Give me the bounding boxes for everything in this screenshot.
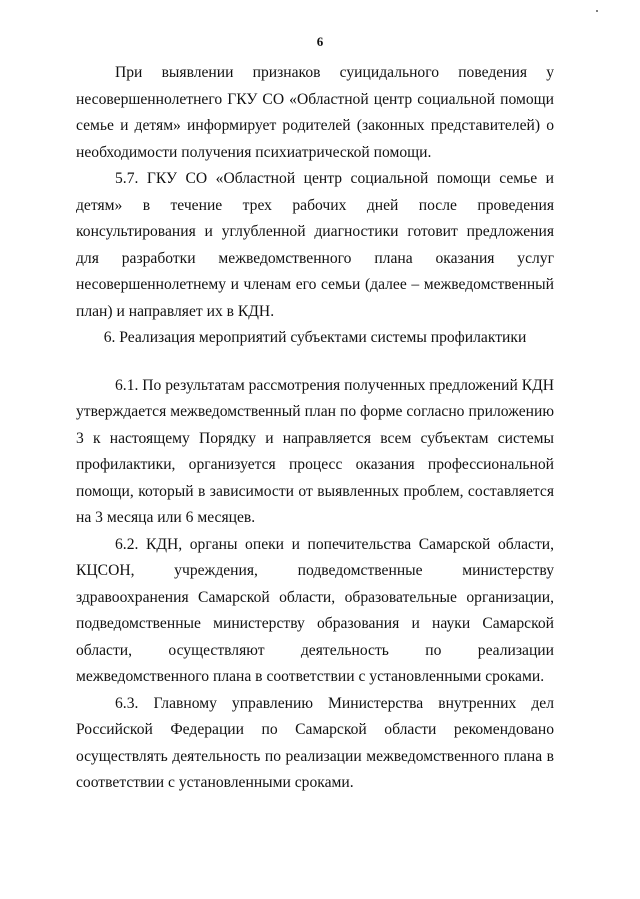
paragraph-6-1: 6.1. По результатам рассмотрения полученных предложений КДН утверждается межведомственный план по форме согласно приложению 3 к настоящему Порядку и направляется всем субъектам системы профилактики, организуется процесс оказания профессиональной помощи, который в зависимости от выявленных проблем, составляется на 3 месяца или 6 месяцев.: [76, 376, 554, 526]
page-body: [76, 60, 554, 797]
paragraph-6-2: 6.2. КДН, органы опеки и попечительства Самарской области, КЦСОН, учреждения, подведомственные министерству здравоохранения Самарской области, образовательные организации, подведомственные министерству образования и науки Самарской области, осуществляют деятельность по реализации межведомственного плана в соответствии с установленными сроками.: [76, 535, 554, 685]
paragraph-6-3: 6.3. Главному управлению Министерства внутренних дел Российской Федерации по Самарской области рекомендовано осуществлять деятельность по реализации межведомственного плана в соответствии с установленными сроками.: [76, 694, 554, 791]
scan-speck: [596, 10, 598, 12]
paragraph-suicidal-behavior: При выявлении признаков суицидального поведения у несовершеннолетнего ГКУ СО «Областной центр социальной помощи семье и детям» информирует родителей (законных представителей) о необходимости получения психиатрической помощи.: [76, 64, 554, 161]
paragraph-5-7: 5.7. ГКУ СО «Областной центр социальной помощи семье и детям» в течение трех рабочих дней после проведения консультирования и углубленной диагностики готовит предложения для разработки межведомственного плана оказания услуг несовершеннолетнему и членам его семьи (далее – межведомственный план) и направляет их в КДН.: [76, 170, 554, 320]
page-number: 6: [316, 34, 324, 49]
section-heading-6: 6. Реализация мероприятий субъектами системы профилактики: [103, 329, 527, 346]
